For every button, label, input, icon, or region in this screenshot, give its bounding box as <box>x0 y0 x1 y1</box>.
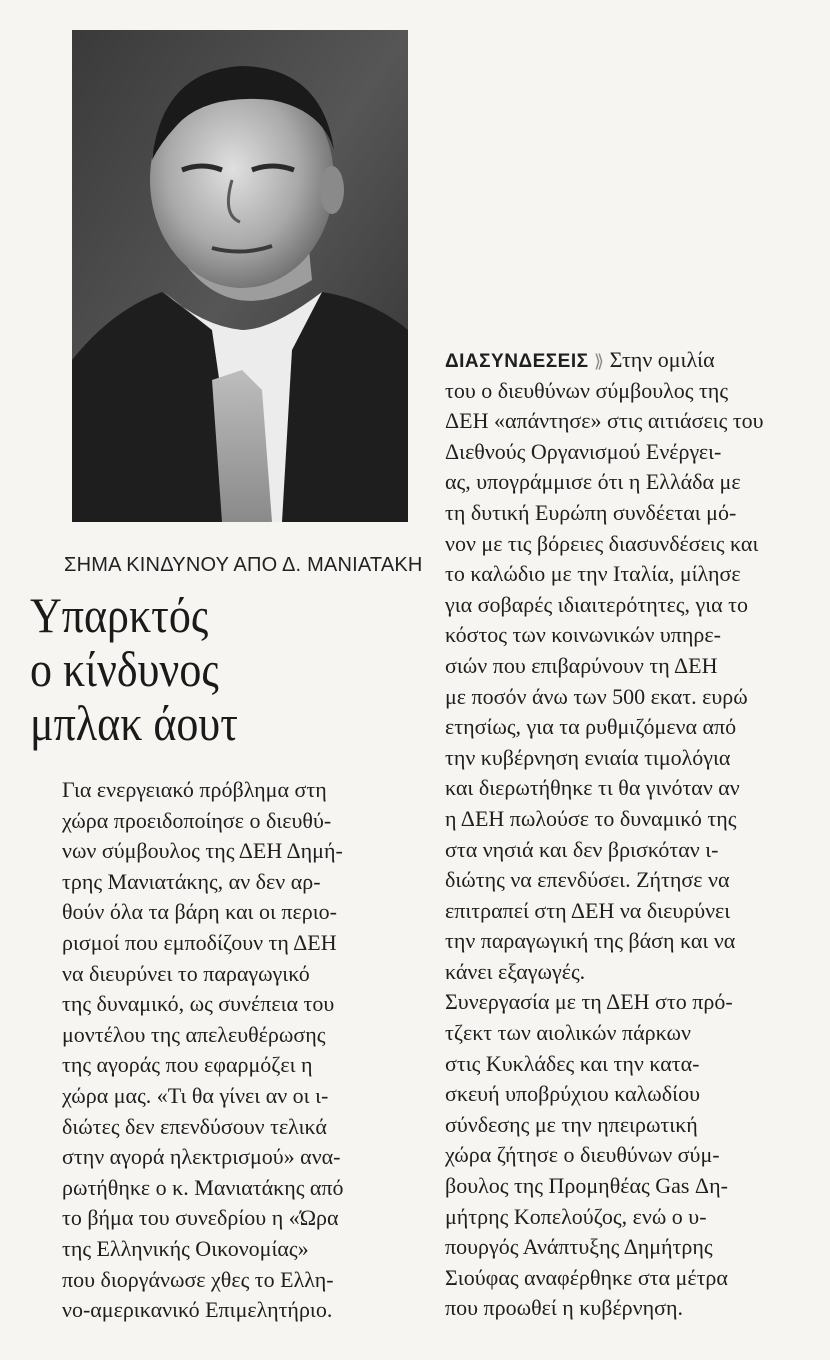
text-line: πουργός Ανάπτυξης Δημήτρης <box>445 1234 713 1260</box>
text-line: στην αγορά ηλεκτρισμού» ανα- <box>62 1144 341 1170</box>
text-line: την κυβέρνηση ενιαία τιμολόγια <box>445 744 731 770</box>
text-line: ΔΕΗ «απάντησε» στις αιτιάσεις του <box>445 408 764 434</box>
text-line: χώρα μας. «Τι θα γίνει αν οι ι- <box>62 1082 329 1108</box>
text-line: το καλώδιο με την Ιταλία, μίλησε <box>445 561 741 587</box>
text-line: στα νησιά και δεν βρισκόταν ι- <box>445 836 719 862</box>
text-line: η ΔΕΗ πωλούσε το δυναμικό της <box>445 805 737 831</box>
article-kicker: ΣΗΜΑ ΚΙΝΔΥΝΟΥ ΑΠΟ Δ. ΜΑΝΙΑΤΑΚΗ <box>64 554 423 576</box>
lead-text: Στην ομιλία <box>609 347 715 372</box>
text-line: τρης Μανιατάκης, αν δεν αρ- <box>62 868 321 894</box>
text-line: ρωτήθηκε ο κ. Μανιατάκης από <box>62 1174 344 1200</box>
text-line: και διερωτήθηκε τι θα γινόταν αν <box>445 775 740 801</box>
text-line: της δυναμικό, ως συνέπεια του <box>62 991 335 1017</box>
text-line: σύνδεσης με την ηπειρωτική <box>445 1111 698 1137</box>
left-column-text <box>62 775 397 1326</box>
headline-line: Υπαρκτός <box>30 587 209 643</box>
text-line: Συνεργασία με τη ΔΕΗ στο πρό- <box>445 989 733 1015</box>
text-line: κάνει εξαγωγές. <box>445 958 586 984</box>
right-column-text <box>445 345 775 1324</box>
headline-line: ο κίνδυνος <box>30 641 219 697</box>
text-line: το βήμα του συνεδρίου η «Ώρα <box>62 1205 339 1231</box>
text-line: σκευή υποβρύχιου καλωδίου <box>445 1081 700 1107</box>
text-line: χώρα ζήτησε ο διευθύνων σύμ- <box>445 1142 720 1168</box>
text-line: να διευρύνει το παραγωγικό <box>62 960 310 986</box>
text-line: βουλος της Προμηθέας Gas Δη- <box>445 1173 728 1199</box>
text-line: νο-αμερικανικό Επιμελητήριο. <box>62 1297 333 1323</box>
double-chevron-icon: ⟫ <box>594 351 605 372</box>
text-line: στις Κυκλάδες και την κατα- <box>445 1050 700 1076</box>
lead-line <box>445 345 775 376</box>
text-line: για σοβαρές ιδιαιτερότητες, για το <box>445 591 749 617</box>
text-line: που διοργάνωσε χθες το Ελλη- <box>62 1266 334 1292</box>
portrait-photo-icon <box>72 30 408 522</box>
text-line: τζεκτ των αιολικών πάρκων <box>445 1020 691 1046</box>
text-line: με ποσόν άνω των 500 εκατ. ευρώ <box>445 683 748 709</box>
text-line: ετησίως, για τα ρυθμιζόμενα από <box>445 714 737 740</box>
section-lead-label: ΔΙΑΣΥΝΔΕΣΕΙΣ <box>445 351 589 372</box>
text-line: επιτραπεί στη ΔΕΗ να διευρύνει <box>445 897 731 923</box>
text-line: ρισμοί που εμποδίζουν τη ΔΕΗ <box>62 929 337 955</box>
text-line: την παραγωγική της βάση και να <box>445 928 736 954</box>
text-line: μήτρης Κοπελούζος, ενώ ο υ- <box>445 1203 707 1229</box>
text-line: σιών που επιβαρύνουν τη ΔΕΗ <box>445 652 718 678</box>
article-headline <box>30 588 382 750</box>
text-line: θούν όλα τα βάρη και οι περιο- <box>62 899 337 925</box>
text-line: χώρα προειδοποίησε ο διευθύ- <box>62 807 332 833</box>
text-line: ας, υπογράμμισε ότι η Ελλάδα με <box>445 469 741 495</box>
portrait-photo <box>72 30 408 522</box>
text-line: Διεθνούς Οργανισμού Ενέργει- <box>445 438 722 464</box>
text-line: Σιούφας αναφέρθηκε στα μέτρα <box>445 1264 728 1290</box>
text-line: νον με τις βόρειες διασυνδέσεις και <box>445 530 759 556</box>
text-line: Για ενεργειακό πρόβλημα στη <box>62 777 327 802</box>
text-line: τη δυτική Ευρώπη συνδέεται μό- <box>445 499 737 525</box>
text-line: νων σύμβουλος της ΔΕΗ Δημή- <box>62 838 343 864</box>
text-line: που προωθεί η κυβέρνηση. <box>445 1295 683 1321</box>
text-line: διώτης να επενδύσει. Ζήτησε να <box>445 867 730 893</box>
text-line: μοντέλου της απελευθέρωσης <box>62 1021 326 1047</box>
text-line: διώτες δεν επενδύσουν τελικά <box>62 1113 327 1139</box>
text-line: του ο διευθύνων σύμβουλος της <box>445 377 729 403</box>
text-line: κόστος των κοινωνικών υπηρε- <box>445 622 721 648</box>
text-line: της αγοράς που εφαρμόζει η <box>62 1052 313 1078</box>
text-line: της Ελληνικής Οικονομίας» <box>62 1235 309 1261</box>
headline-line: μπλακ άουτ <box>30 695 238 751</box>
